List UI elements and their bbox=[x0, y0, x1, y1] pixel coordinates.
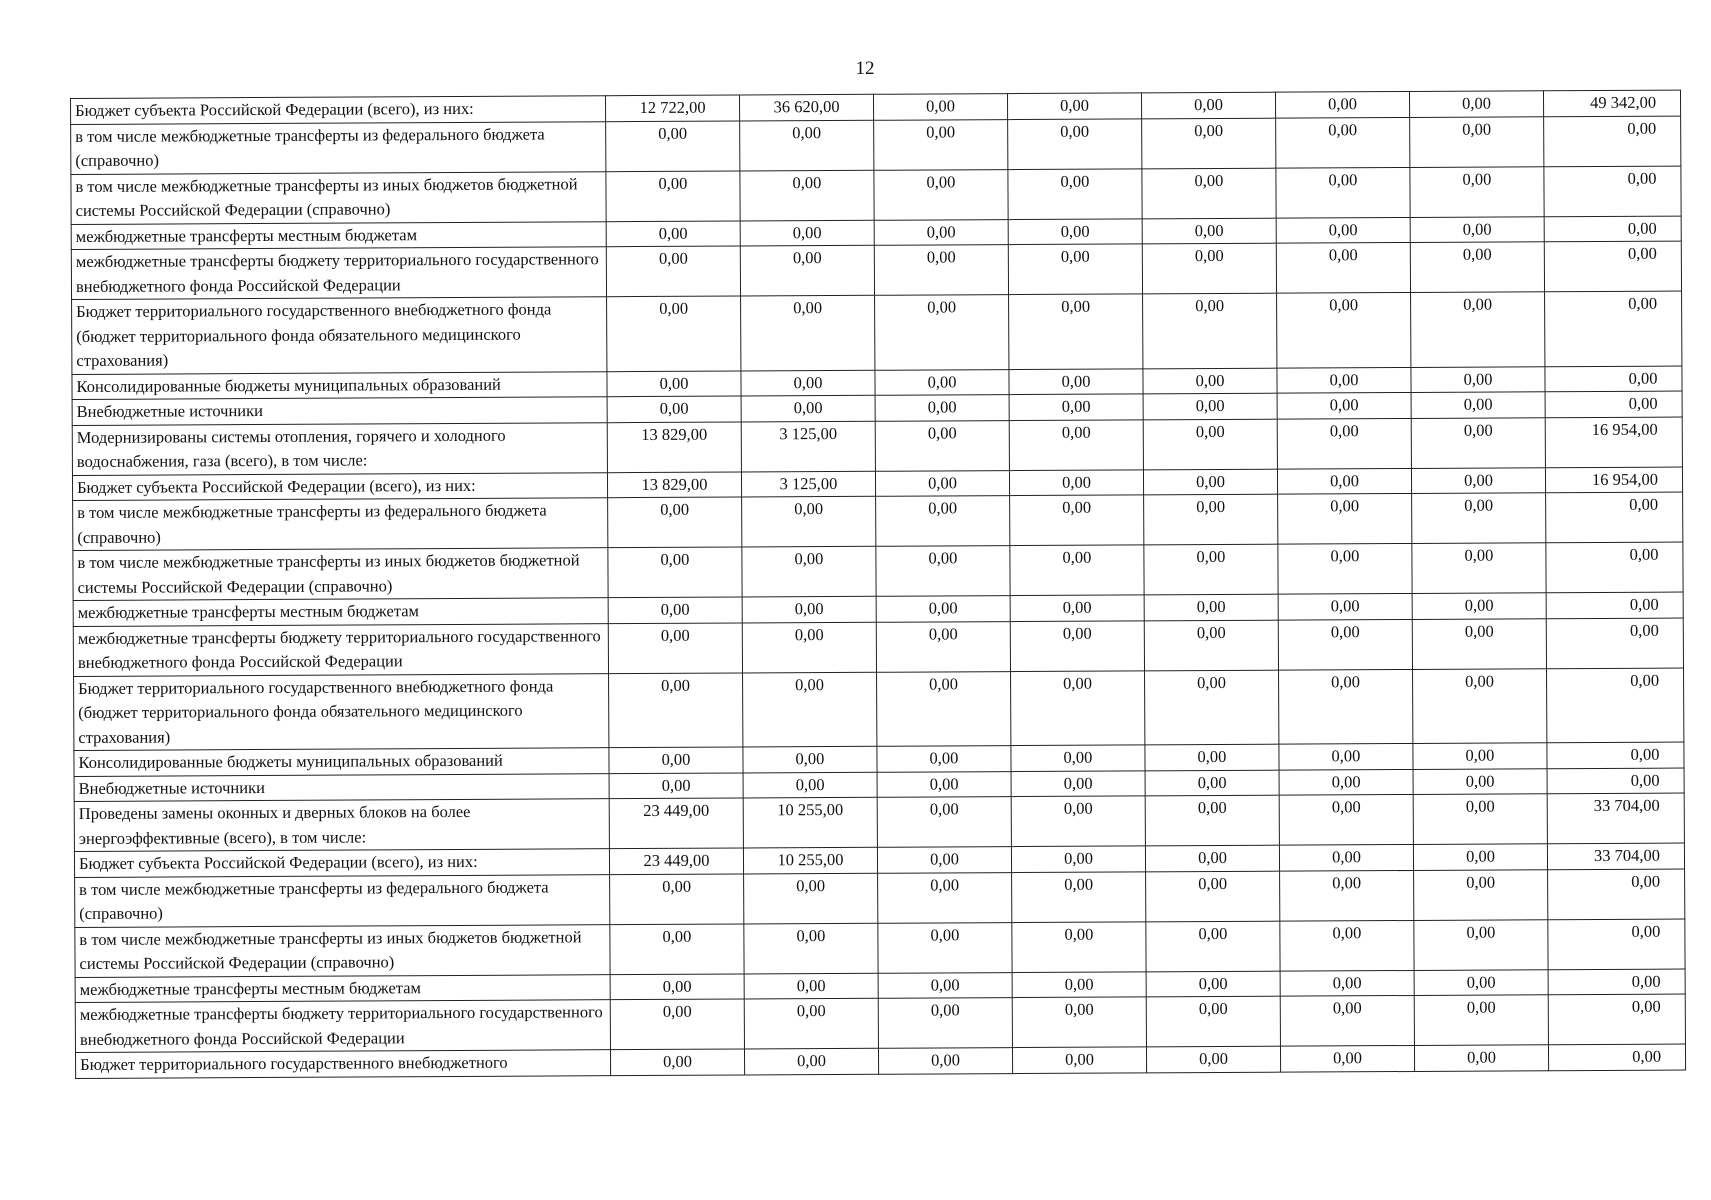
row-value: 0,00 bbox=[1414, 919, 1548, 970]
row-value: 0,00 bbox=[1144, 544, 1278, 595]
row-value: 0,00 bbox=[1146, 871, 1280, 922]
row-value: 0,00 bbox=[743, 672, 877, 747]
row-value: 0,00 bbox=[1142, 218, 1276, 244]
row-total-value: 0,00 bbox=[1544, 216, 1681, 242]
row-value: 0,00 bbox=[609, 747, 743, 773]
row-value: 0,00 bbox=[1279, 769, 1413, 795]
row-label: Консолидированные бюджеты муниципальных образований bbox=[72, 371, 607, 399]
row-value: 0,00 bbox=[1008, 118, 1142, 169]
row-value: 0,00 bbox=[740, 170, 874, 221]
row-total-value: 0,00 bbox=[1545, 291, 1682, 366]
row-label: Проведены замены оконных и дверных блоков на более энергоэффективные (всего), в том числе: bbox=[74, 799, 609, 852]
row-value: 0,00 bbox=[874, 219, 1008, 245]
row-value: 0,00 bbox=[744, 998, 878, 1049]
row-value: 0,00 bbox=[1007, 93, 1141, 119]
row-value: 0,00 bbox=[875, 395, 1009, 421]
row-label: в том числе межбюджетные трансферты из иных бюджетов бюджетной системы Российской Федерации (справочно) bbox=[75, 924, 610, 977]
row-value: 0,00 bbox=[1010, 495, 1144, 546]
row-total-value: 0,00 bbox=[1544, 166, 1681, 217]
row-total-value: 0,00 bbox=[1544, 241, 1681, 292]
row-label: Бюджет субъекта Российской Федерации (всего), из них: bbox=[71, 96, 606, 124]
row-total-value: 0,00 bbox=[1548, 919, 1685, 970]
row-value: 0,00 bbox=[1412, 593, 1546, 619]
row-value: 0,00 bbox=[1410, 242, 1544, 293]
row-value: 0,00 bbox=[1411, 417, 1545, 468]
table-row bbox=[71, 116, 1681, 174]
row-value: 0,00 bbox=[743, 746, 877, 772]
row-value: 0,00 bbox=[1010, 545, 1144, 596]
row-total-value: 0,00 bbox=[1547, 768, 1684, 794]
row-value: 0,00 bbox=[740, 245, 874, 296]
row-value: 0,00 bbox=[1414, 1045, 1548, 1071]
row-total-value: 0,00 bbox=[1548, 994, 1685, 1045]
row-label: Бюджет территориального государственного внебюджетного фонда (бюджет территориального фонда обязательного медицинского страхования) bbox=[72, 297, 607, 374]
row-value: 0,00 bbox=[1277, 392, 1411, 418]
row-value: 0,00 bbox=[877, 797, 1011, 848]
row-value: 0,00 bbox=[878, 922, 1012, 973]
row-label: Внебюджетные источники bbox=[72, 397, 607, 425]
row-value: 3 125,00 bbox=[741, 471, 875, 497]
row-value: 0,00 bbox=[1277, 367, 1411, 393]
row-label: Бюджет территориального государственного внебюджетного bbox=[75, 1050, 610, 1078]
budget-table bbox=[70, 90, 1686, 1079]
row-value: 0,00 bbox=[1143, 293, 1277, 368]
row-value: 0,00 bbox=[1012, 921, 1146, 972]
row-value: 0,00 bbox=[607, 296, 741, 371]
budget-table-body bbox=[71, 90, 1686, 1078]
table-row bbox=[74, 793, 1684, 851]
row-value: 0,00 bbox=[1278, 543, 1412, 594]
row-value: 0,00 bbox=[1141, 92, 1275, 118]
row-value: 0,00 bbox=[1012, 971, 1146, 997]
row-value: 0,00 bbox=[606, 220, 740, 246]
row-label: межбюджетные трансферты местным бюджетам bbox=[75, 974, 610, 1002]
row-value: 0,00 bbox=[742, 622, 876, 673]
row-value: 0,00 bbox=[1144, 494, 1278, 545]
row-value: 0,00 bbox=[609, 772, 743, 798]
row-label: в том числе межбюджетные трансферты из иных бюджетов бюджетной системы Российской Федерации (справочно) bbox=[73, 548, 608, 601]
row-value: 0,00 bbox=[608, 622, 742, 673]
row-label: межбюджетные трансферты бюджету территориального государственного внебюджетного фонда Российской Федерации bbox=[73, 623, 608, 676]
row-value: 0,00 bbox=[606, 170, 740, 221]
row-value: 0,00 bbox=[1412, 618, 1546, 669]
row-value: 0,00 bbox=[744, 923, 878, 974]
row-value: 0,00 bbox=[606, 120, 740, 171]
row-value: 0,00 bbox=[1280, 920, 1414, 971]
row-value: 0,00 bbox=[1009, 394, 1143, 420]
row-total-value: 0,00 bbox=[1548, 969, 1685, 995]
row-value: 0,00 bbox=[1008, 168, 1142, 219]
row-value: 0,00 bbox=[1009, 469, 1143, 495]
row-value: 0,00 bbox=[610, 923, 744, 974]
row-value: 0,00 bbox=[1277, 292, 1411, 367]
row-label: межбюджетные трансферты местным бюджетам bbox=[73, 598, 608, 626]
row-value: 0,00 bbox=[876, 596, 1010, 622]
row-value: 0,00 bbox=[1414, 995, 1548, 1046]
row-value: 0,00 bbox=[1278, 619, 1412, 670]
row-value: 0,00 bbox=[1012, 1047, 1146, 1073]
row-value: 0,00 bbox=[1011, 770, 1145, 796]
row-label: в том числе межбюджетные трансферты из федерального бюджета (справочно) bbox=[71, 121, 606, 174]
table-row bbox=[75, 869, 1685, 927]
row-value: 0,00 bbox=[742, 546, 876, 597]
row-value: 0,00 bbox=[1008, 244, 1142, 295]
row-total-value: 0,00 bbox=[1548, 1044, 1685, 1070]
row-value: 0,00 bbox=[1277, 468, 1411, 494]
row-value: 0,00 bbox=[1146, 971, 1280, 997]
row-value: 0,00 bbox=[1145, 670, 1279, 745]
row-value: 0,00 bbox=[877, 771, 1011, 797]
row-value: 0,00 bbox=[742, 596, 876, 622]
row-label: Бюджет субъекта Российской Федерации (всего), из них: bbox=[74, 849, 609, 877]
row-total-value: 33 704,00 bbox=[1547, 793, 1684, 844]
row-value: 0,00 bbox=[878, 872, 1012, 923]
row-value: 0,00 bbox=[1276, 117, 1410, 168]
row-value: 0,00 bbox=[1011, 796, 1145, 847]
row-value: 0,00 bbox=[1142, 243, 1276, 294]
row-value: 0,00 bbox=[608, 547, 742, 598]
row-value: 3 125,00 bbox=[741, 421, 875, 472]
row-value: 0,00 bbox=[1411, 366, 1545, 392]
row-value: 0,00 bbox=[610, 873, 744, 924]
row-total-value: 49 342,00 bbox=[1543, 90, 1680, 116]
row-label: в том числе межбюджетные трансферты из федерального бюджета (справочно) bbox=[73, 498, 608, 551]
row-value: 0,00 bbox=[1142, 118, 1276, 169]
row-value: 0,00 bbox=[878, 998, 1012, 1049]
row-value: 0,00 bbox=[1411, 292, 1545, 367]
table-row bbox=[72, 291, 1682, 374]
row-total-value: 0,00 bbox=[1545, 391, 1682, 417]
row-total-value: 0,00 bbox=[1546, 492, 1683, 543]
row-value: 0,00 bbox=[1413, 844, 1547, 870]
row-value: 0,00 bbox=[874, 119, 1008, 170]
row-value: 0,00 bbox=[1410, 166, 1544, 217]
row-total-value: 33 704,00 bbox=[1547, 843, 1684, 869]
row-value: 0,00 bbox=[1413, 794, 1547, 845]
row-value: 0,00 bbox=[609, 672, 743, 747]
row-value: 0,00 bbox=[1414, 969, 1548, 995]
row-value: 0,00 bbox=[1277, 418, 1411, 469]
row-value: 0,00 bbox=[1412, 493, 1546, 544]
row-value: 23 449,00 bbox=[609, 798, 743, 849]
row-label: Консолидированные бюджеты муниципальных образований bbox=[74, 748, 609, 776]
row-value: 0,00 bbox=[875, 420, 1009, 471]
row-value: 0,00 bbox=[1279, 844, 1413, 870]
row-total-value: 0,00 bbox=[1545, 366, 1682, 392]
row-value: 0,00 bbox=[877, 847, 1011, 873]
table-row bbox=[71, 166, 1681, 224]
row-value: 0,00 bbox=[878, 1048, 1012, 1074]
row-value: 0,00 bbox=[1143, 469, 1277, 495]
row-label: в том числе межбюджетные трансферты из иных бюджетов бюджетной системы Российской Федерации (справочно) bbox=[71, 171, 606, 224]
row-value: 0,00 bbox=[1280, 970, 1414, 996]
row-value: 0,00 bbox=[877, 746, 1011, 772]
row-value: 0,00 bbox=[1143, 419, 1277, 470]
row-value: 0,00 bbox=[743, 772, 877, 798]
row-label: в том числе межбюджетные трансферты из федерального бюджета (справочно) bbox=[75, 874, 610, 927]
row-value: 0,00 bbox=[1276, 242, 1410, 293]
row-value: 0,00 bbox=[1414, 869, 1548, 920]
row-value: 0,00 bbox=[1280, 870, 1414, 921]
row-value: 0,00 bbox=[1011, 745, 1145, 771]
row-value: 0,00 bbox=[1278, 493, 1412, 544]
row-value: 0,00 bbox=[1146, 921, 1280, 972]
row-value: 0,00 bbox=[873, 94, 1007, 120]
table-row bbox=[72, 417, 1682, 475]
row-label: межбюджетные трансферты местным бюджетам bbox=[71, 221, 606, 249]
row-value: 0,00 bbox=[875, 470, 1009, 496]
row-value: 0,00 bbox=[607, 396, 741, 422]
row-value: 0,00 bbox=[740, 120, 874, 171]
row-value: 0,00 bbox=[1410, 116, 1544, 167]
row-value: 0,00 bbox=[1145, 795, 1279, 846]
row-value: 0,00 bbox=[1010, 595, 1144, 621]
budget-table-container bbox=[70, 92, 1680, 1079]
row-value: 0,00 bbox=[876, 496, 1010, 547]
row-value: 0,00 bbox=[1009, 294, 1143, 369]
row-value: 0,00 bbox=[1280, 995, 1414, 1046]
row-total-value: 16 954,00 bbox=[1545, 467, 1682, 493]
row-value: 0,00 bbox=[1276, 167, 1410, 218]
row-value: 0,00 bbox=[1010, 620, 1144, 671]
row-value: 0,00 bbox=[742, 496, 876, 547]
row-value: 0,00 bbox=[610, 999, 744, 1050]
row-value: 0,00 bbox=[1280, 1045, 1414, 1071]
row-label: межбюджетные трансферты бюджету территориального государственного внебюджетного фонда Российской Федерации bbox=[71, 247, 606, 300]
row-value: 36 620,00 bbox=[739, 94, 873, 120]
row-value: 0,00 bbox=[1145, 770, 1279, 796]
row-total-value: 0,00 bbox=[1546, 592, 1683, 618]
row-value: 0,00 bbox=[1413, 768, 1547, 794]
row-value: 13 829,00 bbox=[607, 421, 741, 472]
row-total-value: 0,00 bbox=[1547, 668, 1684, 743]
row-value: 0,00 bbox=[607, 370, 741, 396]
row-value: 0,00 bbox=[1009, 419, 1143, 470]
row-total-value: 0,00 bbox=[1546, 618, 1683, 669]
row-total-value: 0,00 bbox=[1547, 742, 1684, 768]
row-total-value: 0,00 bbox=[1546, 542, 1683, 593]
row-value: 0,00 bbox=[876, 621, 1010, 672]
row-label: Модернизированы системы отопления, горячего и холодного водоснабжения, газа (всего), в том числе: bbox=[72, 422, 607, 475]
row-value: 0,00 bbox=[1412, 543, 1546, 594]
row-value: 0,00 bbox=[1143, 368, 1277, 394]
row-value: 0,00 bbox=[1144, 594, 1278, 620]
row-value: 0,00 bbox=[874, 169, 1008, 220]
row-value: 0,00 bbox=[1413, 743, 1547, 769]
row-total-value: 16 954,00 bbox=[1545, 417, 1682, 468]
row-value: 23 449,00 bbox=[609, 848, 743, 874]
row-value: 0,00 bbox=[741, 395, 875, 421]
row-value: 0,00 bbox=[1276, 217, 1410, 243]
row-label: Внебюджетные источники bbox=[74, 773, 609, 801]
row-value: 0,00 bbox=[740, 220, 874, 246]
row-value: 0,00 bbox=[1008, 218, 1142, 244]
table-row bbox=[73, 618, 1683, 676]
row-value: 0,00 bbox=[874, 245, 1008, 296]
row-total-value: 0,00 bbox=[1548, 869, 1685, 920]
row-value: 12 722,00 bbox=[605, 95, 739, 121]
table-row bbox=[73, 542, 1683, 600]
row-value: 0,00 bbox=[608, 497, 742, 548]
row-value: 0,00 bbox=[744, 873, 878, 924]
row-value: 0,00 bbox=[1410, 216, 1544, 242]
row-label: Бюджет субъекта Российской Федерации (всего), из них: bbox=[72, 472, 607, 500]
row-value: 10 255,00 bbox=[743, 797, 877, 848]
row-value: 0,00 bbox=[741, 370, 875, 396]
table-row bbox=[73, 492, 1683, 550]
row-value: 0,00 bbox=[1011, 846, 1145, 872]
row-value: 13 829,00 bbox=[607, 471, 741, 497]
row-value: 0,00 bbox=[606, 246, 740, 297]
row-value: 0,00 bbox=[1411, 467, 1545, 493]
row-value: 0,00 bbox=[875, 369, 1009, 395]
table-row bbox=[75, 919, 1685, 977]
row-value: 0,00 bbox=[1279, 743, 1413, 769]
row-value: 10 255,00 bbox=[743, 847, 877, 873]
row-value: 0,00 bbox=[1413, 668, 1547, 743]
table-row bbox=[71, 241, 1681, 299]
row-value: 0,00 bbox=[1144, 620, 1278, 671]
row-value: 0,00 bbox=[1279, 669, 1413, 744]
row-value: 0,00 bbox=[744, 973, 878, 999]
row-value: 0,00 bbox=[1275, 91, 1409, 117]
row-value: 0,00 bbox=[1011, 670, 1145, 745]
row-total-value: 0,00 bbox=[1544, 116, 1681, 167]
row-value: 0,00 bbox=[1145, 744, 1279, 770]
row-value: 0,00 bbox=[877, 671, 1011, 746]
row-value: 0,00 bbox=[1278, 593, 1412, 619]
row-label: межбюджетные трансферты бюджету территориального государственного внебюджетного фонда Российской Федерации bbox=[75, 1000, 610, 1053]
row-value: 0,00 bbox=[878, 972, 1012, 998]
row-value: 0,00 bbox=[610, 1049, 744, 1075]
row-value: 0,00 bbox=[741, 295, 875, 370]
row-value: 0,00 bbox=[1411, 392, 1545, 418]
table-row bbox=[75, 994, 1685, 1052]
row-value: 0,00 bbox=[744, 1048, 878, 1074]
row-value: 0,00 bbox=[1009, 368, 1143, 394]
row-value: 0,00 bbox=[1142, 168, 1276, 219]
row-value: 0,00 bbox=[1279, 794, 1413, 845]
table-row bbox=[74, 668, 1684, 751]
row-value: 0,00 bbox=[1409, 91, 1543, 117]
page-number: 12 bbox=[855, 58, 875, 79]
row-value: 0,00 bbox=[608, 597, 742, 623]
row-value: 0,00 bbox=[1146, 1046, 1280, 1072]
row-value: 0,00 bbox=[1146, 996, 1280, 1047]
row-label: Бюджет территориального государственного внебюджетного фонда (бюджет территориального фонда обязательного медицинского страхования) bbox=[74, 673, 609, 750]
row-value: 0,00 bbox=[875, 295, 1009, 370]
row-value: 0,00 bbox=[1012, 871, 1146, 922]
row-value: 0,00 bbox=[1012, 997, 1146, 1048]
row-value: 0,00 bbox=[1143, 393, 1277, 419]
row-value: 0,00 bbox=[876, 546, 1010, 597]
row-value: 0,00 bbox=[1145, 845, 1279, 871]
row-value: 0,00 bbox=[610, 973, 744, 999]
